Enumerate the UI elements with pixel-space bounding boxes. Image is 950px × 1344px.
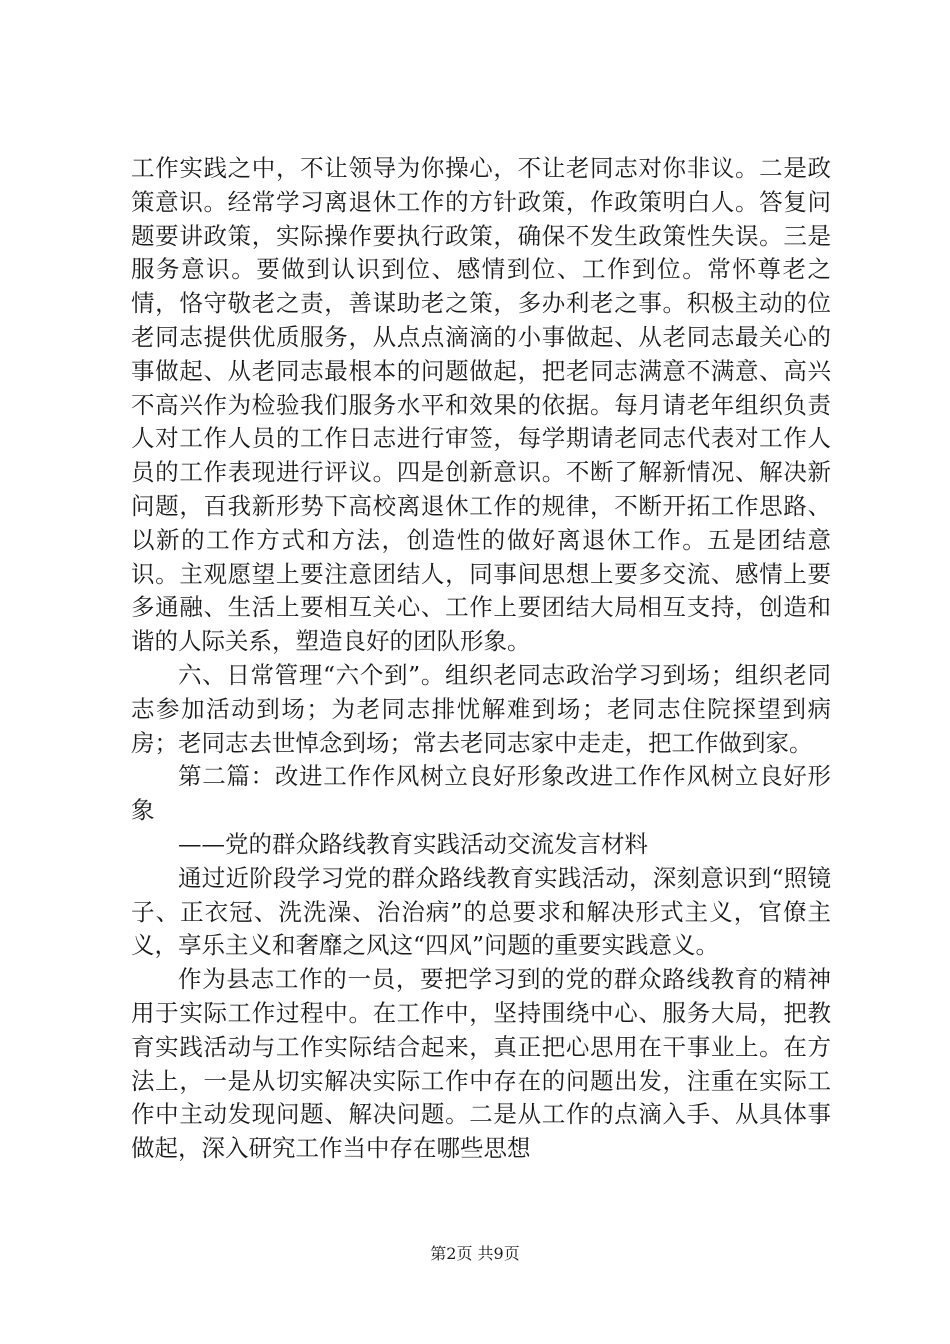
paragraph-work-practice: 作为县志工作的一员，要把学习到的党的群众路线教育的精神用于实际工作过程中。在工作中，坚持围绕中心、服务大局，把教育实践活动与工作实际结合起来，真正把心思用在干事业上。在方法上，一是从切实解决实际工作中存在的问题出发，注重在实际工作中主动发现问题、解决问题。二是从工作的点滴入手、从具体事做起，深入研究工作当中存在哪些思想 (131, 965, 831, 1163)
page-number-footer: 第2页 共9页 (430, 1244, 520, 1263)
section-title: 第二篇：改进工作作风树立良好形象改进工作作风树立良好形象 (131, 762, 831, 825)
paragraph-service-awareness: 工作实践之中，不让领导为你操心，不让老同志对你非议。二是政策意识。经常学习离退休工作的方针政策，作政策明白人。答复问题要讲政策，实际操作要执行政策，确保不发生政策性失误。三是服务意识。要做到认识到位、感情到位、工作到位。常怀尊老之情，恪守敬老之责，善谋助老之策，多办利老之事。积极主动的位老同志提供优质服务，从点点滴滴的小事做起、从老同志最关心的事做起、从老同志最根本的问题做起，把老同志满意不满意、高兴不高兴作为检验我们服务水平和效果的依据。每月请老年组织负责人对工作人员的工作日志进行审签，每学期请老同志代表对工作人员的工作表现进行评议。四是创新意识。不断了解新情况、解决新问题，百我新形势下高校离退休工作的规律，不断开拓工作思路、以新的工作方式和方法，创造性的做好离退休工作。五是团结意识。主观愿望上要注意团结人，同事间思想上要多交流、感情上要多通融、生活上要相互关心、工作上要团结大局相互支持，创造和谐的人际关系，塑造良好的团队形象。 (131, 154, 831, 656)
document-body (131, 152, 831, 1166)
section-subtitle: ——党的群众路线教育实践活动交流发言材料 (178, 829, 648, 858)
paragraph-daily-management: 六、日常管理“六个到”。组织老同志政治学习到场；组织老同志参加活动到场；为老同志排忧解难到场；老同志住院探望到病房；老同志去世悼念到场；常去老同志家中走走，把工作做到家。 (131, 660, 831, 757)
paragraph-learning: 通过近阶段学习党的群众路线教育实践活动，深刻意识到“照镜子、正衣冠、洗洗澡、治治病”的总要求和解决形式主义，官僚主义，享乐主义和奢靡之风这“四风”问题的重要实践意义。 (131, 863, 831, 960)
